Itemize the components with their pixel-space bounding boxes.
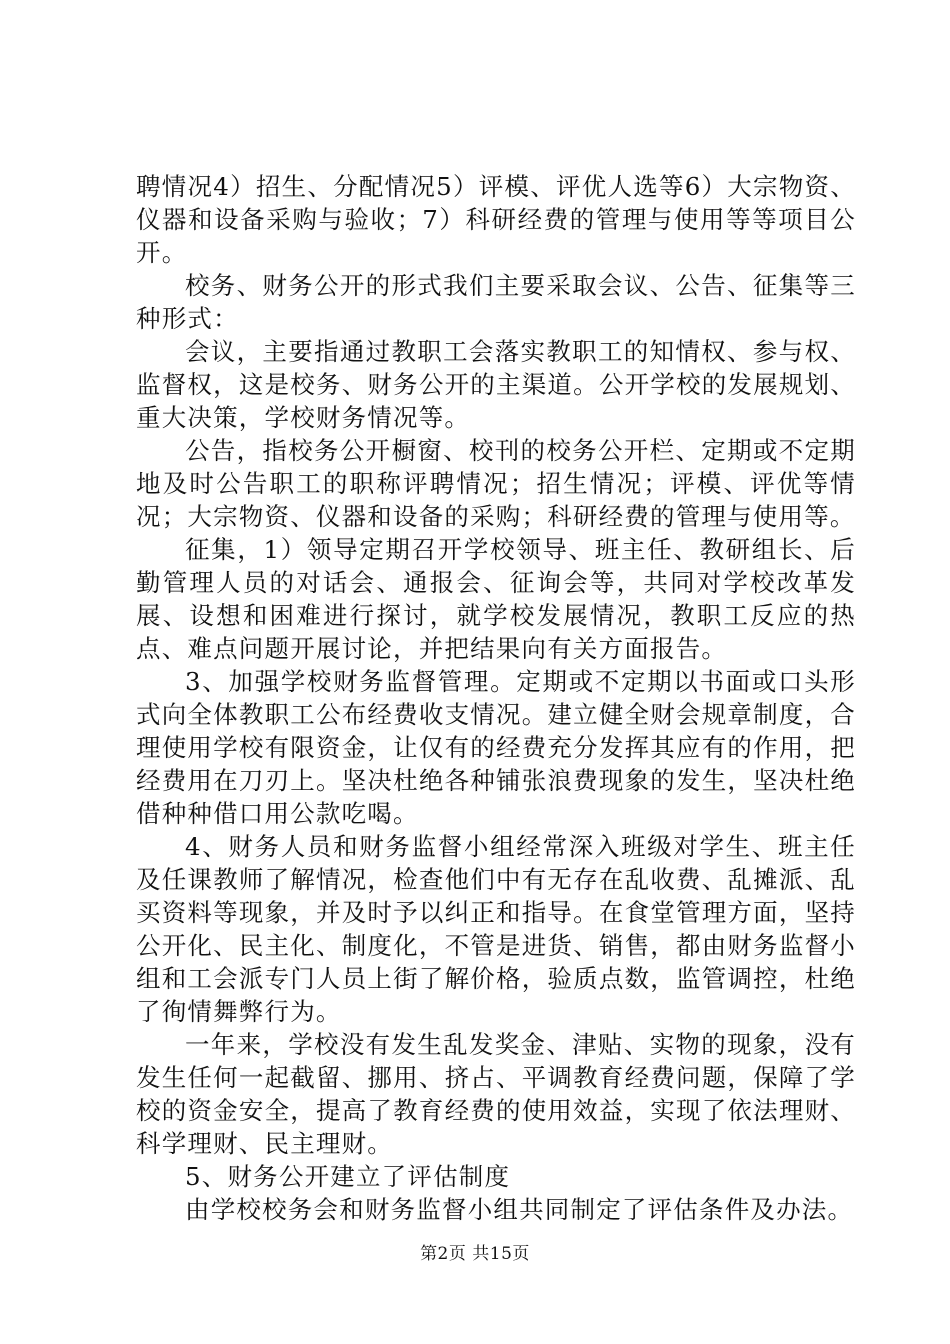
paragraph-item-3: 3、加强学校财务监督管理。定期或不定期以书面或口头形式向全体教职工公布经费收支情况。建立健全财会规章制度，合理使用学校有限资金，让仅有的经费充分发挥其应有的作用，把经费用在刀刃上。坚决杜绝各种铺张浪费现象的发生，坚决杜绝借种种借口用公款吃喝。 — [136, 667, 856, 828]
paragraph-disclosure-forms: 校务、财务公开的形式我们主要采取会议、公告、征集等三种形式： — [136, 271, 856, 333]
document-body — [136, 170, 856, 1226]
heading-item-5: 5、财务公开建立了评估制度 — [185, 1162, 511, 1191]
paragraph-item-4: 4、财务人员和财务监督小组经常深入班级对学生、班主任及任课教师了解情况，检查他们中有无存在乱收费、乱摊派、乱买资料等现象，并及时予以纠正和指导。在食堂管理方面，坚持公开化、民主化、制度化，不管是进货、销售，都由财务监督小组和工会派专门人员上街了解价格，验质点数，监管调控，杜绝了徇情舞弊行为。 — [136, 832, 856, 1026]
paragraph-meeting: 会议，主要指通过教职工会落实教职工的知情权、参与权、监督权，这是校务、财务公开的主渠道。公开学校的发展规划、重大决策，学校财务情况等。 — [136, 337, 856, 432]
paragraph-evaluation: 由学校校务会和财务监督小组共同制定了评估条件及办法。 — [185, 1195, 854, 1224]
paragraph-year-summary: 一年来，学校没有发生乱发奖金、津贴、实物的现象，没有发生任何一起截留、挪用、挤占、平调教育经费问题，保障了学校的资金安全，提高了教育经费的使用效益，实现了依法理财、科学理财、民主理财。 — [136, 1030, 856, 1158]
paragraph-announcement: 公告，指校务公开橱窗、校刊的校务公开栏、定期或不定期地及时公告职工的职称评聘情况；招生情况；评模、评优等情况；大宗物资、仪器和设备的采购；科研经费的管理与使用等。 — [136, 436, 856, 531]
paragraph-collection: 征集，1）领导定期召开学校领导、班主任、教研组长、后勤管理人员的对话会、通报会、征询会等，共同对学校改革发展、设想和困难进行探讨，就学校发展情况，教职工反应的热点、难点问题开展讨论，并把结果向有关方面报告。 — [136, 535, 856, 663]
paragraph-continuation: 聘情况4）招生、分配情况5）评模、评优人选等6）大宗物资、仪器和设备采购与验收；7）科研经费的管理与使用等等项目公开。 — [136, 172, 856, 267]
page-number-footer: 第2页 共15页 — [420, 1244, 530, 1264]
